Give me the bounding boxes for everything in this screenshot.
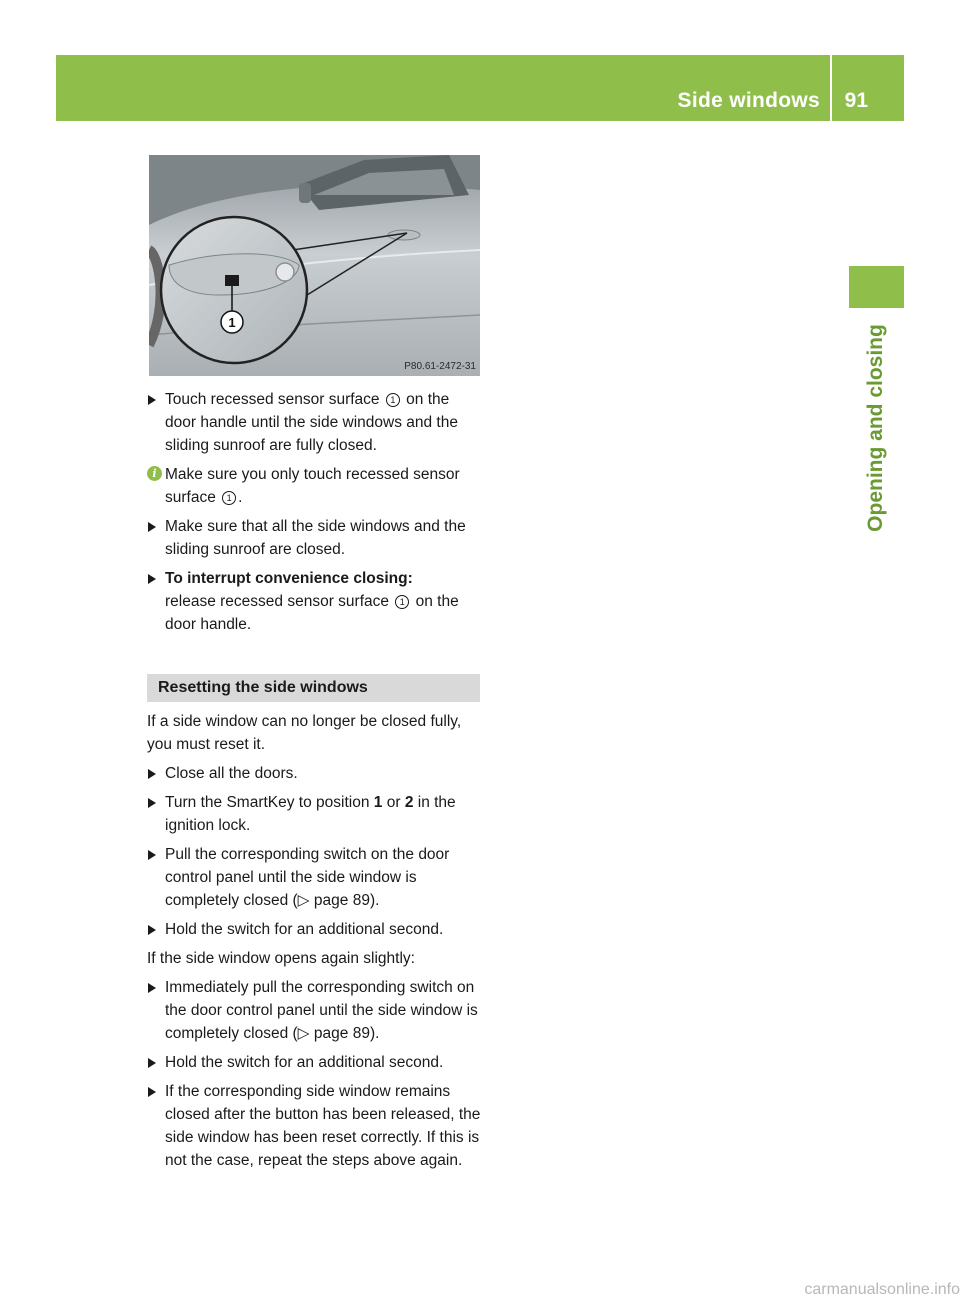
step-interrupt-closing: To interrupt convenience closing: release recessed sensor surface 1 on the door handle.: [147, 567, 483, 636]
page-number: 91: [844, 89, 868, 112]
step-arrow-icon: [148, 1058, 156, 1068]
step-close-doors: Close all the doors.: [147, 762, 483, 785]
step-arrow-icon: [148, 925, 156, 935]
callout-1-icon: 1: [386, 393, 400, 407]
section-tab: [849, 266, 904, 308]
step-make-sure-closed: Make sure that all the side windows and the sliding sunroof are closed.: [147, 515, 483, 561]
section-heading: Resetting the side windows: [147, 674, 480, 702]
instructions-top: [147, 388, 483, 642]
page-ref-arrow-icon: ▷: [297, 892, 310, 909]
car-door-illustration: [149, 155, 480, 376]
step-arrow-icon: [148, 983, 156, 993]
step-arrow-icon: [148, 574, 156, 584]
callout-1-icon: 1: [222, 491, 236, 505]
step-arrow-icon: [148, 1087, 156, 1097]
page-reference-link[interactable]: page 89: [313, 1025, 370, 1042]
instructions-reset: [147, 710, 483, 1178]
door-handle-figure: [149, 155, 480, 376]
step-verify-reset: If the corresponding side window remains closed after the button has been released, the side window has been reset correctly. If this is not the case, repeat the steps above again.: [147, 1080, 483, 1172]
callout-1-icon: 1: [395, 595, 409, 609]
step-pull-switch: Pull the corresponding switch on the door control panel until the side window is completely closed (▷ page 89).: [147, 843, 483, 912]
step-hold-switch-again: Hold the switch for an additional second.: [147, 1051, 483, 1074]
step-arrow-icon: [148, 522, 156, 532]
figure-callout: 1: [228, 315, 236, 330]
step-hold-switch: Hold the switch for an additional second.: [147, 918, 483, 941]
page-ref-arrow-icon: ▷: [297, 1025, 310, 1042]
figure-code: P80.61-2472-31: [404, 361, 476, 372]
step-arrow-icon: [148, 798, 156, 808]
section-intro: If a side window can no longer be closed fully, you must reset it.: [147, 713, 462, 753]
interlude-text: If the side window opens again slightly:: [147, 950, 415, 967]
step-arrow-icon: [148, 769, 156, 779]
step-immediately-pull: Immediately pull the corresponding switch on the door control panel until the side window is completely closed (▷ page 89).: [147, 976, 483, 1045]
header-divider: [830, 55, 832, 121]
step-touch-sensor: Touch recessed sensor surface 1 on the door handle until the side windows and the sliding sunroof are fully closed.: [147, 388, 483, 457]
step-arrow-icon: [148, 395, 156, 405]
page-reference-link[interactable]: page 89: [313, 892, 370, 909]
info-note: i Make sure you only touch recessed sensor surface 1 .: [147, 463, 483, 509]
info-icon: i: [147, 466, 162, 481]
step-arrow-icon: [148, 850, 156, 860]
step-turn-key: Turn the SmartKey to position 1 or 2 in the ignition lock.: [147, 791, 483, 837]
footer-watermark: carmanualsonline.info: [804, 1281, 960, 1298]
header-title: Side windows: [677, 89, 820, 112]
page-header: [56, 55, 904, 121]
section-tab-label: Opening and closing: [864, 324, 887, 532]
